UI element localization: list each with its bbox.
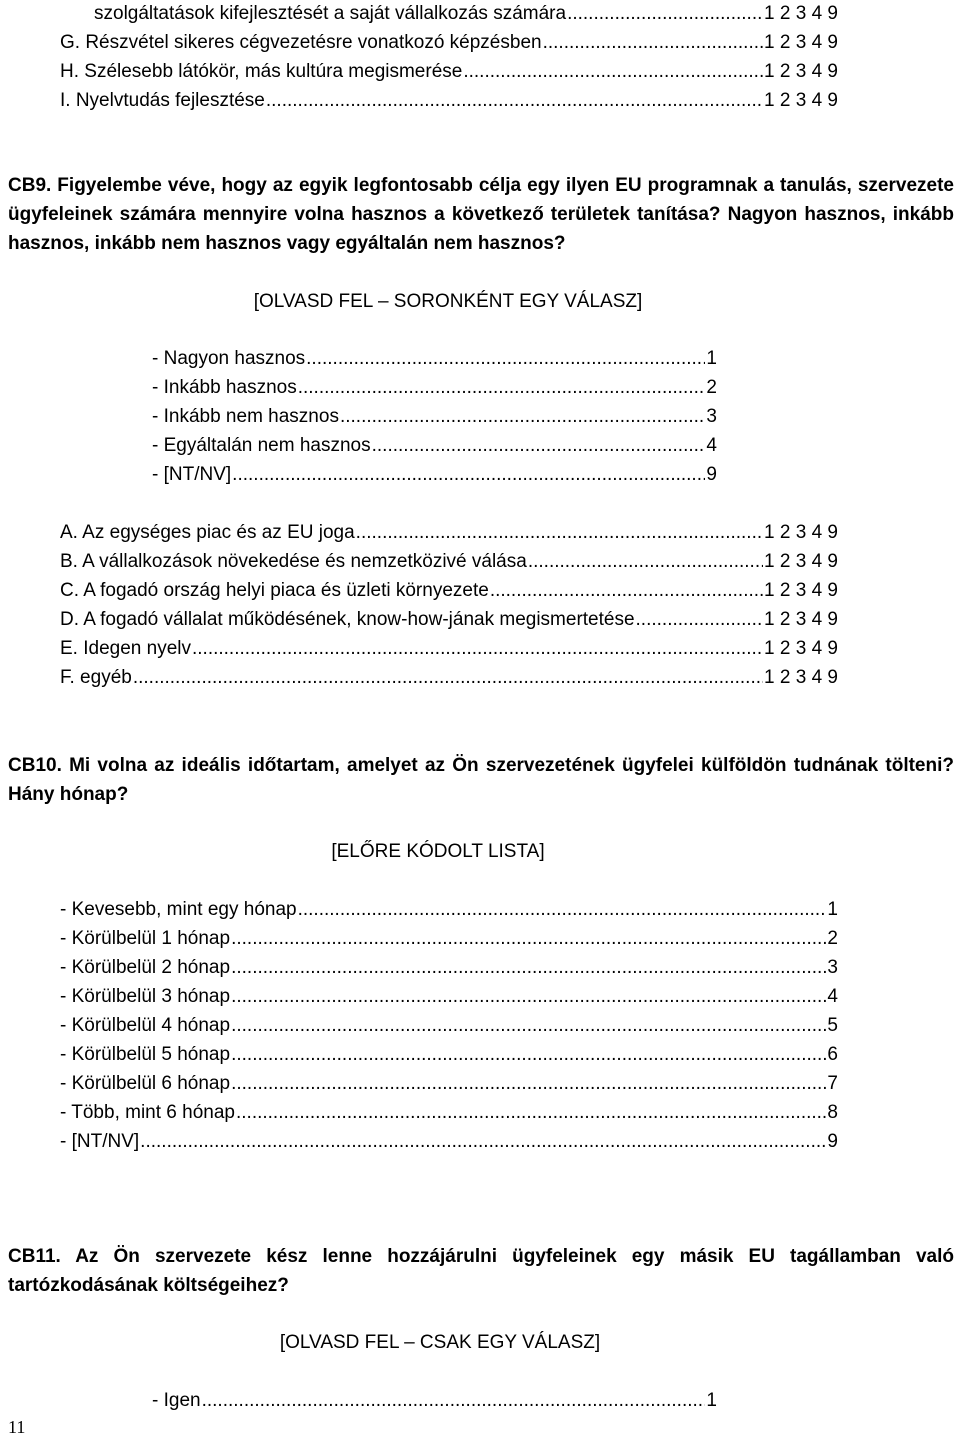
item-label: szolgáltatások kifejlesztését a saját vállalkozás számára — [94, 3, 567, 24]
item-codes: 1 2 3 4 9 — [764, 90, 838, 111]
option-item: - Körülbelül 5 hónap ..... 6 — [60, 1043, 838, 1067]
instruction-cb11: [OLVASD FEL – CSAK EGY VÁLASZ] — [279, 1332, 601, 1353]
option-item: - Körülbelül 6 hónap ..... 7 — [60, 1072, 838, 1096]
scale-option: - Inkább nem hasznos ..... 3 — [152, 405, 717, 429]
question-cb11: CB11. Az Ön szervezete kész lenne hozzájárulni ügyfeleinek egy másik EU tagállamban való tartózkodásának költségeihez? — [8, 1246, 954, 1296]
list-item — [94, 2, 838, 26]
question-cb9: CB9. Figyelembe véve, hogy az egyik legfontosabb célja egy ilyen EU programnak a tanulás, szervezete ügyfeleinek számára mennyire volna hasznos a következő területek tanítása? Nagyon hasznos, inkább hasznos, inkább nem hasznos vagy egyáltalán nem hasznos? — [8, 175, 954, 254]
item-label: H. Szélesebb látókör, más kultúra megismerése — [60, 61, 463, 82]
question-cb10: CB10. Mi volna az ideális időtartam, amelyet az Ön szervezetének ügyfelei külföldön tudnának tölteni? Hány hónap? — [8, 755, 954, 805]
option-item: - Körülbelül 2 hónap ..... 3 — [60, 956, 838, 980]
option-item: - Igen ..... 1 — [152, 1389, 717, 1413]
item-codes: 1 2 3 4 9 — [764, 61, 838, 82]
list-item: F. egyéb ..... 1 2 3 4 9 — [60, 666, 838, 690]
scale-option: - Egyáltalán nem hasznos ..... 4 — [152, 434, 717, 458]
option-item: - Körülbelül 3 hónap ..... 4 — [60, 985, 838, 1009]
item-label: G. Részvétel sikeres cégvezetésre vonatkozó képzésben — [60, 32, 542, 53]
list-item: D. A fogadó vállalat működésének, know-how-jának megismertetése ..... 1 2 3 4 9 — [60, 608, 838, 632]
page-number: 11 — [8, 1417, 26, 1437]
list-item: E. Idegen nyelv ..... 1 2 3 4 9 — [60, 637, 838, 661]
list-item — [60, 89, 838, 113]
option-item: - Több, mint 6 hónap ..... 8 — [60, 1101, 838, 1125]
option-item: - Körülbelül 1 hónap ..... 2 — [60, 927, 838, 951]
instruction-cb10: [ELŐRE KÓDOLT LISTA] — [331, 841, 545, 862]
option-item: - Kevesebb, mint egy hónap ..... 1 — [60, 898, 838, 922]
item-codes: 1 2 3 4 9 — [764, 32, 838, 53]
list-item — [60, 60, 838, 84]
list-item: C. A fogadó ország helyi piaca és üzleti környezete ..... 1 2 3 4 9 — [60, 579, 838, 603]
option-item: - Körülbelül 4 hónap ..... 5 — [60, 1014, 838, 1038]
scale-option: - Nagyon hasznos ..... 1 — [152, 347, 717, 371]
item-label: I. Nyelvtudás fejlesztése — [60, 90, 265, 111]
scale-option: - Inkább hasznos ..... 2 — [152, 376, 717, 400]
option-item: - [NT/NV] ..... 9 — [60, 1130, 838, 1154]
instruction-cb9: [OLVASD FEL – SORONKÉNT EGY VÁLASZ] — [253, 291, 643, 312]
item-codes: 1 2 3 4 9 — [764, 3, 838, 24]
list-item: A. Az egységes piac és az EU joga ..... 1 2 3 4 9 — [60, 521, 838, 545]
scale-option: - [NT/NV] ..... 9 — [152, 463, 717, 487]
list-item: B. A vállalkozások növekedése és nemzetközivé válása ..... 1 2 3 4 9 — [60, 550, 838, 574]
list-item — [60, 31, 838, 55]
